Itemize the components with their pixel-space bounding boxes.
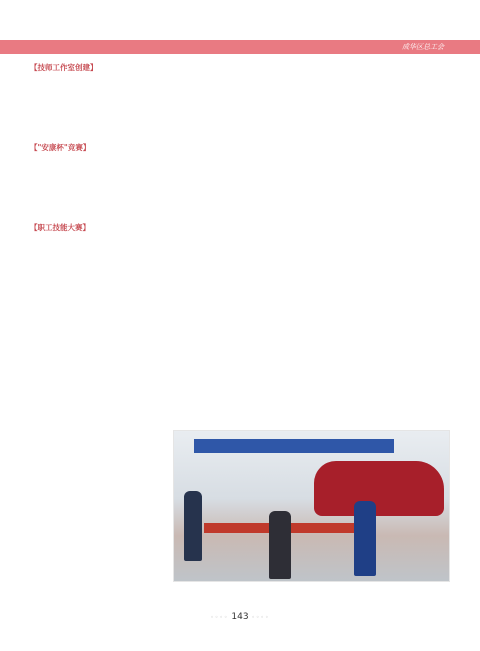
page-number: 143	[231, 612, 249, 622]
running-header-title: 成华区总工会	[402, 43, 444, 51]
section-body-ankang-cup	[30, 156, 160, 216]
column-3	[316, 62, 446, 427]
photo-person-center	[269, 511, 291, 579]
photo-car	[314, 461, 444, 516]
section-heading-ankang-cup: 【"安康杯"竞赛】	[30, 143, 91, 152]
column-2-body	[173, 62, 303, 122]
page-number-line	[0, 612, 480, 622]
column-3-body	[316, 62, 446, 122]
section-heading-skills-contest: 【职工技能大赛】	[30, 223, 90, 232]
article-photo	[173, 430, 450, 582]
page-number-decoration-left: ◦◦◦◦	[210, 614, 229, 621]
section-heading-studio: 【技师工作室创建】	[30, 63, 98, 72]
column-2	[173, 62, 303, 427]
page-number-decoration-right: ◦◦◦◦	[251, 614, 270, 621]
section-body-studio	[30, 76, 160, 136]
photo-banner	[194, 439, 394, 453]
photo-person-left	[184, 491, 202, 561]
section-body-skills-contest	[30, 236, 160, 296]
photo-person-right	[354, 501, 376, 576]
column-1	[30, 62, 160, 582]
